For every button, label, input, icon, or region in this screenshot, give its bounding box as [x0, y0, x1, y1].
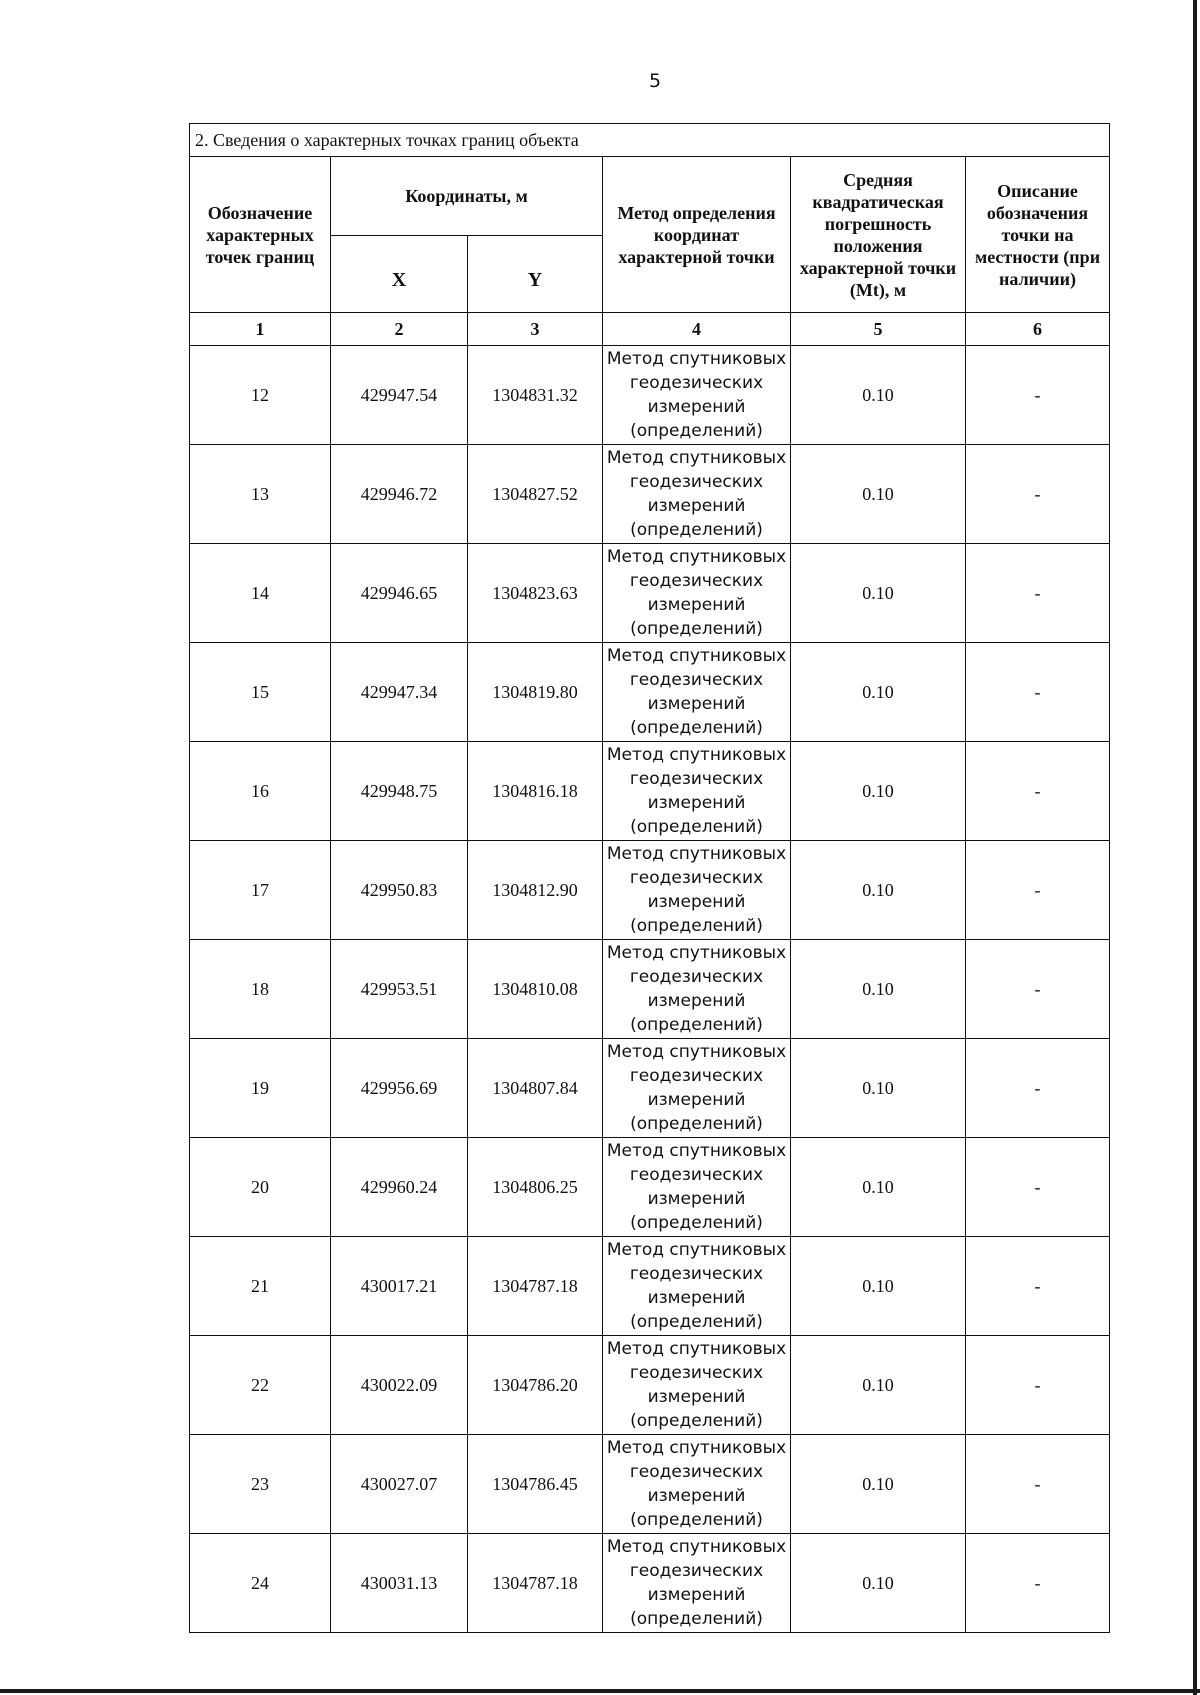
- cell-point-number: 20: [190, 1138, 331, 1237]
- cell-method: Метод спутниковых геодезических измерений (определений): [603, 544, 791, 643]
- cell-y-coordinate: 1304831.32: [468, 346, 603, 445]
- table-body: [190, 346, 1110, 1633]
- section-title-row: [190, 124, 1110, 157]
- cell-description: -: [966, 445, 1110, 544]
- cell-description: -: [966, 544, 1110, 643]
- column-number: 3: [468, 313, 603, 346]
- column-numbers-row: [190, 313, 1110, 346]
- cell-method: Метод спутниковых геодезических измерений (определений): [603, 1336, 791, 1435]
- cell-x-coordinate: 430031.13: [331, 1534, 468, 1633]
- cell-accuracy: 0.10: [791, 1039, 966, 1138]
- cell-x-coordinate: 429946.72: [331, 445, 468, 544]
- table-row: [190, 742, 1110, 841]
- column-number: 5: [791, 313, 966, 346]
- cell-x-coordinate: 429947.54: [331, 346, 468, 445]
- cell-point-number: 15: [190, 643, 331, 742]
- column-number: 6: [966, 313, 1110, 346]
- cell-x-coordinate: 429946.65: [331, 544, 468, 643]
- cell-accuracy: 0.10: [791, 940, 966, 1039]
- cell-method: Метод спутниковых геодезических измерений (определений): [603, 346, 791, 445]
- cell-method: Метод спутниковых геодезических измерений (определений): [603, 841, 791, 940]
- cell-y-coordinate: 1304786.20: [468, 1336, 603, 1435]
- cell-description: -: [966, 1534, 1110, 1633]
- cell-y-coordinate: 1304823.63: [468, 544, 603, 643]
- column-number: 2: [331, 313, 468, 346]
- cell-point-number: 21: [190, 1237, 331, 1336]
- page-number: 5: [648, 70, 662, 92]
- table-row: [190, 1336, 1110, 1435]
- cell-accuracy: 0.10: [791, 643, 966, 742]
- table-row: [190, 643, 1110, 742]
- boundary-points-table: [189, 123, 1110, 1633]
- header-accuracy: Средняя квадратическая погрешность положения характерной точки (Mt), м: [791, 157, 966, 313]
- header-row-1: [190, 157, 1110, 236]
- cell-y-coordinate: 1304819.80: [468, 643, 603, 742]
- cell-point-number: 17: [190, 841, 331, 940]
- cell-method: Метод спутниковых геодезических измерений (определений): [603, 940, 791, 1039]
- cell-description: -: [966, 841, 1110, 940]
- cell-point-number: 16: [190, 742, 331, 841]
- cell-accuracy: 0.10: [791, 1336, 966, 1435]
- scan-edge-bottom: [0, 1689, 1200, 1693]
- cell-description: -: [966, 1039, 1110, 1138]
- cell-x-coordinate: 429947.34: [331, 643, 468, 742]
- cell-description: -: [966, 1237, 1110, 1336]
- cell-y-coordinate: 1304806.25: [468, 1138, 603, 1237]
- cell-x-coordinate: 429953.51: [331, 940, 468, 1039]
- cell-method: Метод спутниковых геодезических измерений (определений): [603, 445, 791, 544]
- cell-accuracy: 0.10: [791, 1534, 966, 1633]
- header-point-designation: Обозначение характерных точек границ: [190, 157, 331, 313]
- cell-description: -: [966, 1435, 1110, 1534]
- cell-y-coordinate: 1304786.45: [468, 1435, 603, 1534]
- cell-y-coordinate: 1304816.18: [468, 742, 603, 841]
- cell-method: Метод спутниковых геодезических измерений (определений): [603, 1534, 791, 1633]
- table-row: [190, 1435, 1110, 1534]
- table-row: [190, 940, 1110, 1039]
- cell-method: Метод спутниковых геодезических измерений (определений): [603, 643, 791, 742]
- cell-accuracy: 0.10: [791, 742, 966, 841]
- table-row: [190, 1237, 1110, 1336]
- cell-x-coordinate: 429948.75: [331, 742, 468, 841]
- cell-accuracy: 0.10: [791, 1237, 966, 1336]
- header-x: X: [331, 236, 468, 313]
- cell-x-coordinate: 429950.83: [331, 841, 468, 940]
- cell-method: Метод спутниковых геодезических измерений (определений): [603, 1237, 791, 1336]
- cell-y-coordinate: 1304812.90: [468, 841, 603, 940]
- cell-x-coordinate: 430017.21: [331, 1237, 468, 1336]
- table-row: [190, 544, 1110, 643]
- cell-x-coordinate: 430022.09: [331, 1336, 468, 1435]
- header-description: Описание обозначения точки на местности (при наличии): [966, 157, 1110, 313]
- table-row: [190, 445, 1110, 544]
- cell-description: -: [966, 643, 1110, 742]
- table-row: [190, 1039, 1110, 1138]
- table-row: [190, 1138, 1110, 1237]
- cell-accuracy: 0.10: [791, 841, 966, 940]
- cell-accuracy: 0.10: [791, 1138, 966, 1237]
- cell-y-coordinate: 1304827.52: [468, 445, 603, 544]
- cell-x-coordinate: 430027.07: [331, 1435, 468, 1534]
- cell-point-number: 14: [190, 544, 331, 643]
- cell-description: -: [966, 742, 1110, 841]
- cell-accuracy: 0.10: [791, 346, 966, 445]
- cell-description: -: [966, 1336, 1110, 1435]
- column-number: 1: [190, 313, 331, 346]
- cell-point-number: 13: [190, 445, 331, 544]
- cell-accuracy: 0.10: [791, 445, 966, 544]
- cell-point-number: 23: [190, 1435, 331, 1534]
- cell-point-number: 24: [190, 1534, 331, 1633]
- cell-accuracy: 0.10: [791, 544, 966, 643]
- cell-method: Метод спутниковых геодезических измерений (определений): [603, 1039, 791, 1138]
- table-row: [190, 1534, 1110, 1633]
- cell-method: Метод спутниковых геодезических измерений (определений): [603, 1138, 791, 1237]
- scan-edge-right: [1193, 0, 1197, 1695]
- cell-method: Метод спутниковых геодезических измерений (определений): [603, 1435, 791, 1534]
- section-title: 2. Сведения о характерных точках границ объекта: [190, 124, 1110, 157]
- cell-y-coordinate: 1304787.18: [468, 1534, 603, 1633]
- header-coordinates: Координаты, м: [331, 157, 603, 236]
- cell-point-number: 22: [190, 1336, 331, 1435]
- column-number: 4: [603, 313, 791, 346]
- cell-description: -: [966, 346, 1110, 445]
- header-method: Метод определения координат характерной точки: [603, 157, 791, 313]
- cell-point-number: 19: [190, 1039, 331, 1138]
- table-row: [190, 841, 1110, 940]
- cell-y-coordinate: 1304807.84: [468, 1039, 603, 1138]
- cell-point-number: 18: [190, 940, 331, 1039]
- cell-accuracy: 0.10: [791, 1435, 966, 1534]
- table-row: [190, 346, 1110, 445]
- cell-x-coordinate: 429960.24: [331, 1138, 468, 1237]
- cell-description: -: [966, 1138, 1110, 1237]
- cell-point-number: 12: [190, 346, 331, 445]
- cell-y-coordinate: 1304810.08: [468, 940, 603, 1039]
- cell-description: -: [966, 940, 1110, 1039]
- header-y: Y: [468, 236, 603, 313]
- cell-method: Метод спутниковых геодезических измерений (определений): [603, 742, 791, 841]
- cell-x-coordinate: 429956.69: [331, 1039, 468, 1138]
- cell-y-coordinate: 1304787.18: [468, 1237, 603, 1336]
